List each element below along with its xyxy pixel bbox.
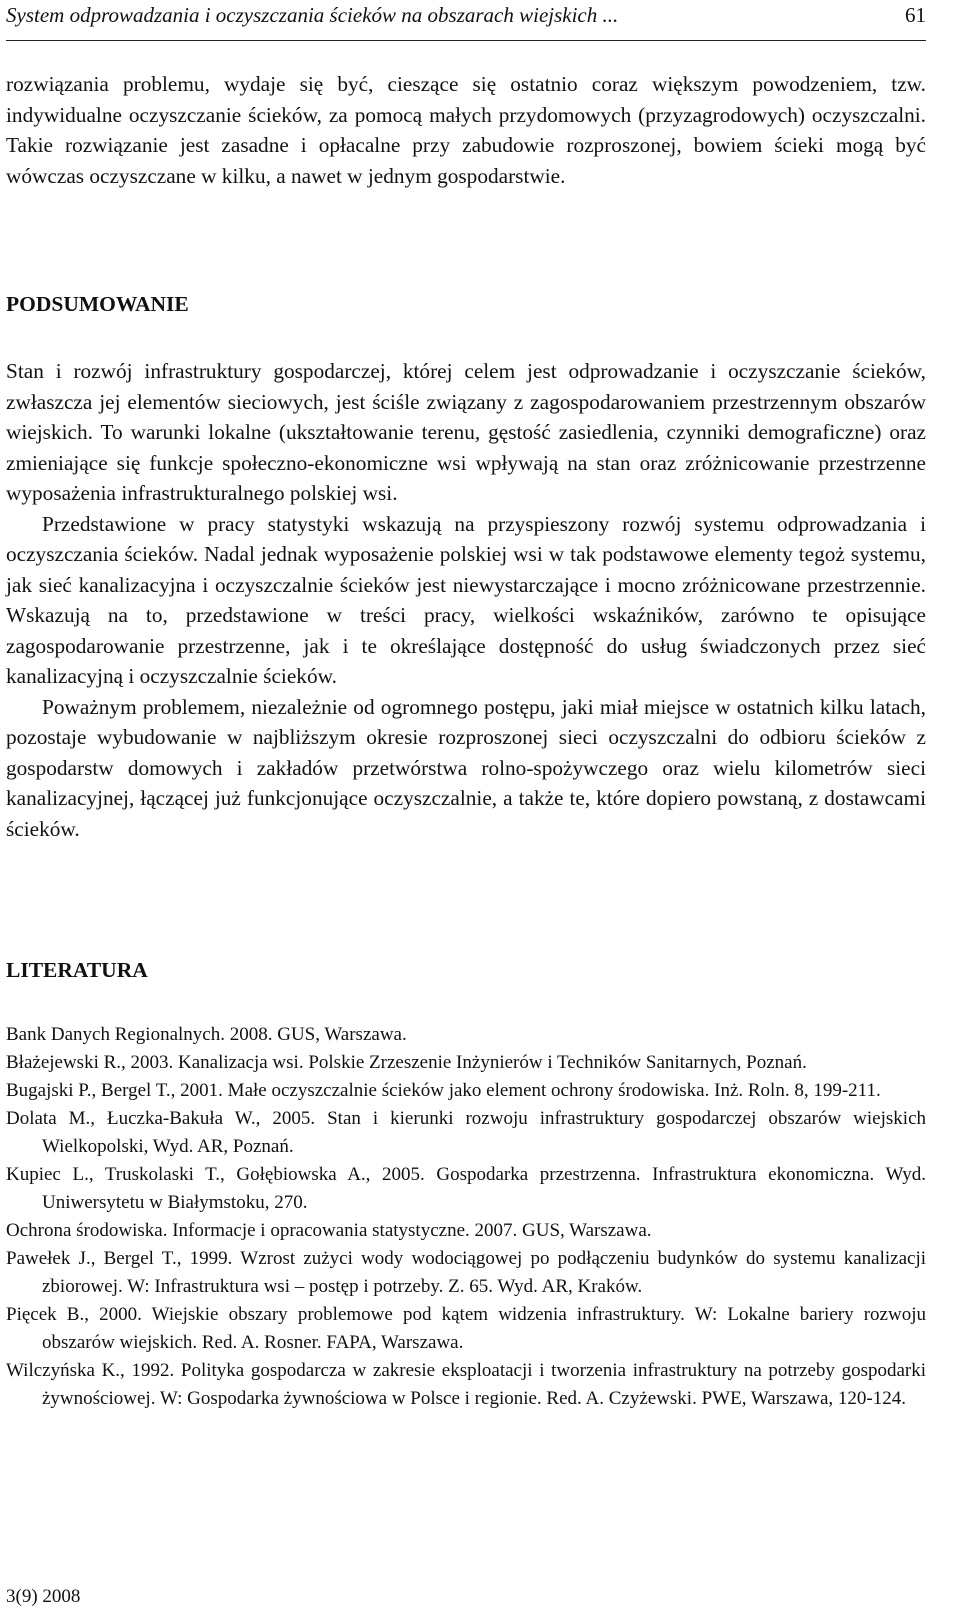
summary-heading: PODSUMOWANIE: [6, 292, 189, 316]
reference-item: Ochrona środowiska. Informacje i opracowania statystyczne. 2007. GUS, Warszawa.: [6, 1220, 652, 1241]
issue-footer: 3(9) 2008: [6, 1586, 81, 1607]
page-number: 61: [905, 3, 926, 27]
reference-item: Wilczyńska K., 1992. Polityka gospodarcza w zakresie eksploatacji i tworzenia infrastruktury na potrzeby gospodarki żywnościowej. W: Gospodarka żywnościowa w Polsce i regionie. Red. A. Czyżewski. PWE, Warszawa, 120-124.: [6, 1360, 926, 1409]
reference-item: Kupiec L., Truskolaski T., Gołębiowska A., 2005. Gospodarka przestrzenna. Infrastruktura ekonomiczna. Wyd. Uniwersytetu w Białymstoku, 270.: [6, 1164, 926, 1213]
running-title: System odprowadzania i oczyszczania ścieków na obszarach wiejskich ...: [6, 3, 619, 27]
summary-paragraph: Stan i rozwój infrastruktury gospodarczej, której celem jest odprowadzanie i oczyszczanie ścieków, zwłaszcza jej elementów sieciowych, jest ściśle związany z zagospodarowaniem przestrzennym obszarów wiejskich. To warunki lokalne (ukształtowanie terenu, gęstość zasiedlenia, czynniki demograficzne) oraz zmieniające się funkcje społeczno-ekonomiczne wsi wpływają na stan oraz zróżnicowanie przestrzenne wyposażenia infrastrukturalnego polskiej wsi.: [6, 359, 926, 505]
reference-item: Bugajski P., Bergel T., 2001. Małe oczyszczalnie ścieków jako element ochrony środowiska. Inż. Roln. 8, 199-211.: [6, 1080, 881, 1101]
reference-item: Dolata M., Łuczka-Bakuła W., 2005. Stan i kierunki rozwoju infrastruktury gospodarczej obszarów wiejskich Wielkopolski, Wyd. AR, Poznań.: [6, 1108, 926, 1157]
reference-item: Błażejewski R., 2003. Kanalizacja wsi. Polskie Zrzeszenie Inżynierów i Techników Sanitarnych, Poznań.: [6, 1052, 807, 1073]
reference-item: Pięcek B., 2000. Wiejskie obszary problemowe pod kątem widzenia infrastruktury. W: Lokalne bariery rozwoju obszarów wiejskich. Red. A. Rosner. FAPA, Warszawa.: [6, 1304, 926, 1353]
reference-item: Bank Danych Regionalnych. 2008. GUS, Warszawa.: [6, 1024, 407, 1045]
running-header: [6, 0, 926, 41]
summary-paragraph: Przedstawione w pracy statystyki wskazują na przyspieszony rozwój systemu odprowadzania i oczyszczania ścieków. Nadal jednak wyposażenie polskiej wsi w tak podstawowe elementy tegoż systemu, jak sieć kanalizacyjna i oczyszczalnie ścieków jest niewystarczające i mocno zróżnicowane przestrzennie. Wskazują na to, przedstawione w treści pracy, wielkości wskaźników, zarówno te opisujące zagospodarowanie przestrzenne, jak i te określające dostępność do usług świadczonych przez sieć kanalizacyjną i oczyszczalnie ścieków.: [6, 511, 926, 688]
summary-section: [6, 356, 926, 844]
literature-heading: LITERATURA: [6, 958, 148, 982]
summary-paragraph: Poważnym problemem, niezależnie od ogromnego postępu, jaki miał miejsce w ostatnich kilku latach, pozostaje wybudowanie w najbliższym okresie rozproszonej sieci oczyszczalni do odbioru ścieków z gospodarstw domowych i zakładów przetwórstwa rolno-spożywczego oraz wielu kilometrów sieci kanalizacyjnej, łączącej już funkcjonujące oczyszczalnie, a także te, które dopiero powstaną, z dostawcami ścieków.: [6, 694, 926, 841]
intro-paragraph-block: [6, 69, 926, 191]
reference-item: Pawełek J., Bergel T., 1999. Wzrost zużyci wody wodociągowej po podłączeniu budynków do systemu kanalizacji zbiorowej. W: Infrastruktura wsi – postęp i potrzeby. Z. 65. Wyd. AR, Kraków.: [6, 1248, 926, 1297]
reference-list: [6, 1021, 926, 1413]
intro-paragraph: rozwiązania problemu, wydaje się być, cieszące się ostatnio coraz większym powodzeniem, tzw. indywidualne oczyszczanie ścieków, za pomocą małych przydomowych (przyzagrodowych) oczyszczalni. Takie rozwiązanie jest zasadne i opłacalne przy zabudowie rozproszonej, bowiem ścieki mogą być wówczas oczyszczane w kilku, a nawet w jednym gospodarstwie.: [6, 72, 926, 188]
